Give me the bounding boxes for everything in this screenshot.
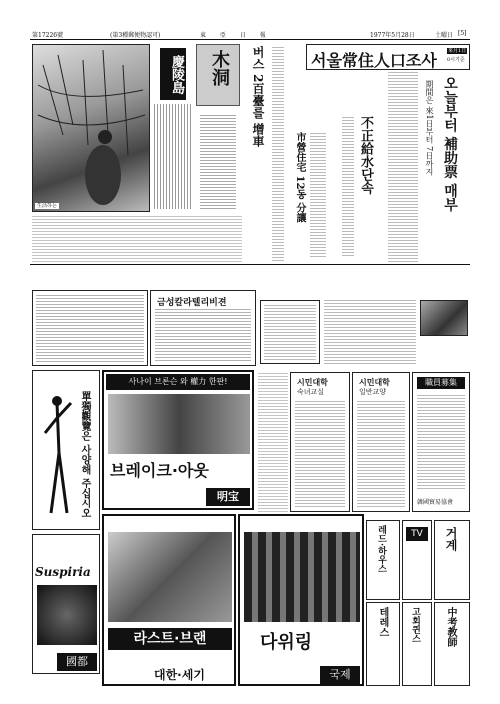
feature-vertical-text xyxy=(152,44,194,212)
body-text-block-left xyxy=(32,214,242,262)
staff-recruit-ad xyxy=(412,372,470,512)
body-text-block xyxy=(388,72,418,262)
mokdong-heading: 木洞 xyxy=(209,50,230,86)
census-title: 서울常住人口조사 xyxy=(311,51,437,70)
breakout-title: 브레이크·아웃 xyxy=(110,461,209,480)
last-ad xyxy=(102,514,236,686)
photo-illustration xyxy=(33,45,151,213)
paper-name: 東 亞 日 報 xyxy=(200,32,272,39)
census-tag-time: 0시기준 xyxy=(447,57,465,63)
univ2-line: 일반교양 xyxy=(359,388,387,396)
last-title: 라스트·브랜 xyxy=(108,628,232,650)
univ1-title: 시민대학 xyxy=(297,377,328,387)
portrait-photo xyxy=(420,300,468,336)
citizen-univ-ad-2 xyxy=(352,372,410,512)
bus-headline: 버스 2百臺를 增車 xyxy=(251,46,265,147)
photo-trees xyxy=(32,44,150,212)
ticket-subhead: 期間은 來1日부터 7日까지 xyxy=(425,80,434,176)
dawi-theater: 국제 xyxy=(320,666,360,684)
school-ad xyxy=(434,602,470,686)
staff-org: 韓國貿易協會 xyxy=(417,499,454,506)
drama-text: 테레스 xyxy=(377,607,388,637)
notice-box xyxy=(260,300,320,364)
tv-schedule xyxy=(32,290,148,366)
census-tag-date: 來月1日 xyxy=(448,48,467,54)
citizen-univ-ad-1 xyxy=(290,372,350,512)
gye-text: 거계 xyxy=(444,527,458,551)
masthead xyxy=(30,28,470,40)
univ2-title: 시민대학 xyxy=(359,377,390,387)
bus-column xyxy=(244,44,286,264)
school-text: 中考教師 xyxy=(445,607,456,647)
side-vertical-notice: 單獨觀覽은 사양해 주십시오 xyxy=(79,391,90,518)
page-number: [5] xyxy=(458,30,467,37)
tv-logo: TV xyxy=(406,527,428,541)
dancer-figure xyxy=(37,393,77,523)
ticket-column xyxy=(420,72,470,262)
church-text: 고회퀸스 xyxy=(410,607,420,643)
dawi-title: 다위링 xyxy=(260,632,313,653)
water-headline: 不正給水단속 xyxy=(358,116,373,194)
goldstar-title: 금성칼라텔리비젼 xyxy=(157,298,227,308)
church-ad xyxy=(402,602,432,686)
ticket-headline: 오늘부터 補助票 매부 xyxy=(442,76,458,212)
suspiria-title: Suspiria xyxy=(35,565,91,579)
tv-logo-ad xyxy=(402,520,432,600)
last-theater: 대한·세기 xyxy=(154,668,205,682)
edition-mark: (第3種郵便物認可) xyxy=(110,32,161,39)
weekday: 土曜日 xyxy=(435,32,454,39)
gye-ad xyxy=(434,520,470,600)
breakout-theater: 明宝 xyxy=(206,488,250,506)
housing-headline: 市營住宅 12동 分讓 xyxy=(294,132,305,223)
island-heading: 慶陵島 xyxy=(160,48,186,100)
univ1-line: 숙녀교실 xyxy=(297,388,325,396)
red-house-ad xyxy=(366,520,400,600)
suspiria-ad xyxy=(32,534,100,674)
goldstar-tv-ad xyxy=(150,290,256,366)
mokdong-column xyxy=(196,44,240,212)
issue-number: 第17226號 xyxy=(32,32,64,39)
side-ad-column xyxy=(32,370,100,530)
issue-date: 1977年5月28日 xyxy=(370,32,415,39)
census-banner xyxy=(306,44,470,70)
housing-column xyxy=(288,130,328,260)
brief-column xyxy=(324,298,416,364)
red-house-text: 레드·하우스 xyxy=(376,525,386,574)
breakout-tagline: 사나이 브론슨 와 權力 한판! xyxy=(106,374,250,390)
breakout-ad xyxy=(102,370,254,510)
middle-text-strip xyxy=(258,372,288,512)
suspiria-theater: 國都 xyxy=(57,653,97,671)
drama-ad xyxy=(366,602,400,686)
dawi-ad xyxy=(238,514,364,686)
photo-caption: 生活하는 xyxy=(37,203,57,209)
staff-title: 職員募集 xyxy=(417,377,465,389)
water-column xyxy=(340,110,386,260)
